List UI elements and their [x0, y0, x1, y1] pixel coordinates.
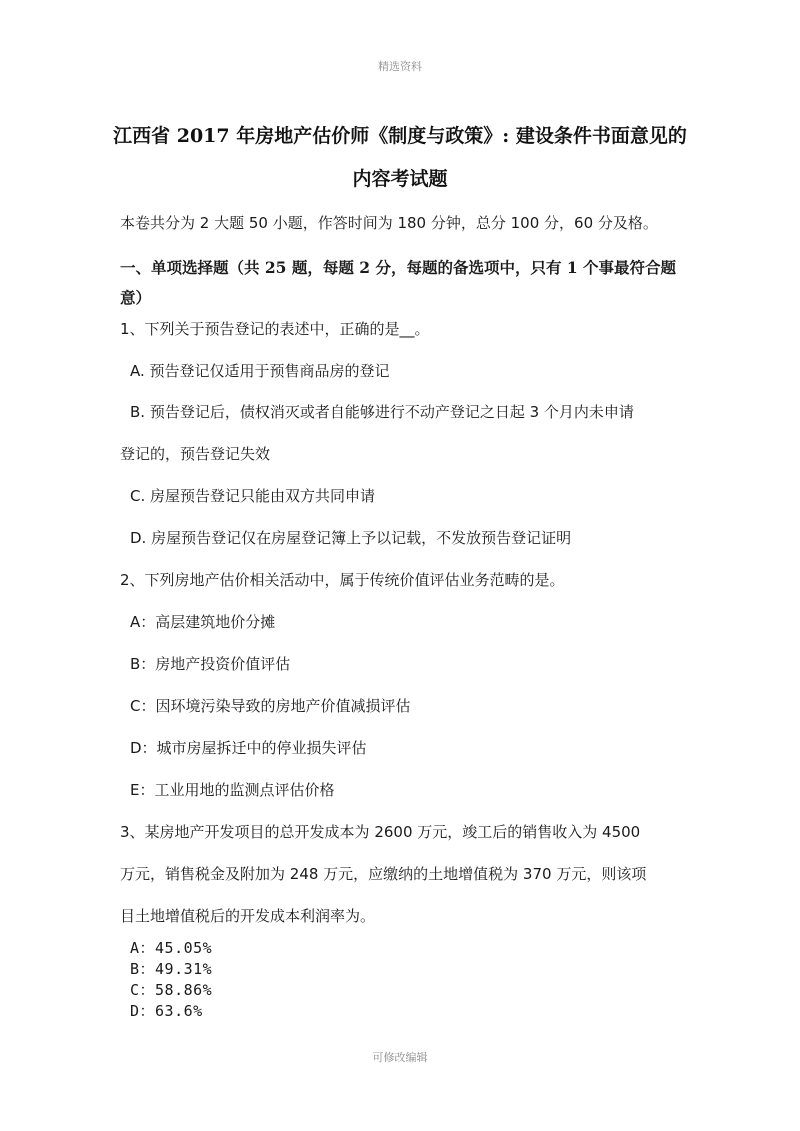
question-2-option-a: A：高层建筑地价分摊	[130, 613, 276, 631]
question-1-option-b-continued: 登记的，预告登记失效	[120, 445, 271, 463]
question-2-stem: 2、下列房地产估价相关活动中，属于传统价值评估业务范畴的是。	[120, 571, 565, 589]
question-3-option-a: A：45.05%	[130, 939, 213, 957]
section-heading-line2: 意）	[120, 288, 152, 307]
document-title-line2: 内容考试题	[352, 168, 448, 190]
exam-intro: 本卷共分为 2 大题 50 小题，作答时间为 180 分钟，总分 100 分，60 分及格。	[120, 214, 658, 232]
question-3-stem-line1: 3、某房地产开发项目的总开发成本为 2600 万元，竣工后的销售收入为 4500	[120, 823, 641, 841]
question-2-option-d: D：城市房屋拆迁中的停业损失评估	[130, 739, 367, 757]
question-1-option-b: B. 预告登记后，债权消灭或者自能够进行不动产登记之日起 3 个月内未申请	[130, 403, 634, 421]
question-1-option-d: D. 房屋预告登记仅在房屋登记簿上予以记载，不发放预告登记证明	[130, 529, 572, 547]
question-1-option-c: C. 房屋预告登记只能由双方共同申请	[130, 487, 376, 505]
question-2-option-c: C：因环境污染导致的房地产价值减损评估	[130, 697, 411, 715]
section-heading-line1: 一、单项选择题（共 25 题，每题 2 分，每题的备选项中，只有 1 个事最符合题	[120, 258, 677, 277]
question-3-stem-line3: 目土地增值税后的开发成本利润率为。	[120, 907, 376, 925]
question-3-option-d: D：63.6%	[130, 1002, 203, 1020]
question-2-option-e: E：工业用地的监测点评估价格	[130, 781, 335, 799]
page-header: 精选资料	[378, 60, 422, 73]
question-1-option-a: A. 预告登记仅适用于预售商品房的登记	[130, 362, 390, 380]
question-3-option-b: B：49.31%	[130, 960, 213, 978]
question-1-stem: 1、下列关于预告登记的表述中，正确的是__。	[120, 320, 430, 338]
page-footer: 可修改编辑	[372, 1051, 428, 1064]
document-title-line1: 江西省 2017 年房地产估价师《制度与政策》: 建设条件书面意见的	[113, 125, 687, 147]
question-3-option-c: C：58.86%	[130, 981, 213, 999]
question-3-stem-line2: 万元，销售税金及附加为 248 万元，应缴纳的土地增值税为 370 万元，则该项	[120, 865, 647, 883]
question-2-option-b: B：房地产投资价值评估	[130, 655, 291, 673]
